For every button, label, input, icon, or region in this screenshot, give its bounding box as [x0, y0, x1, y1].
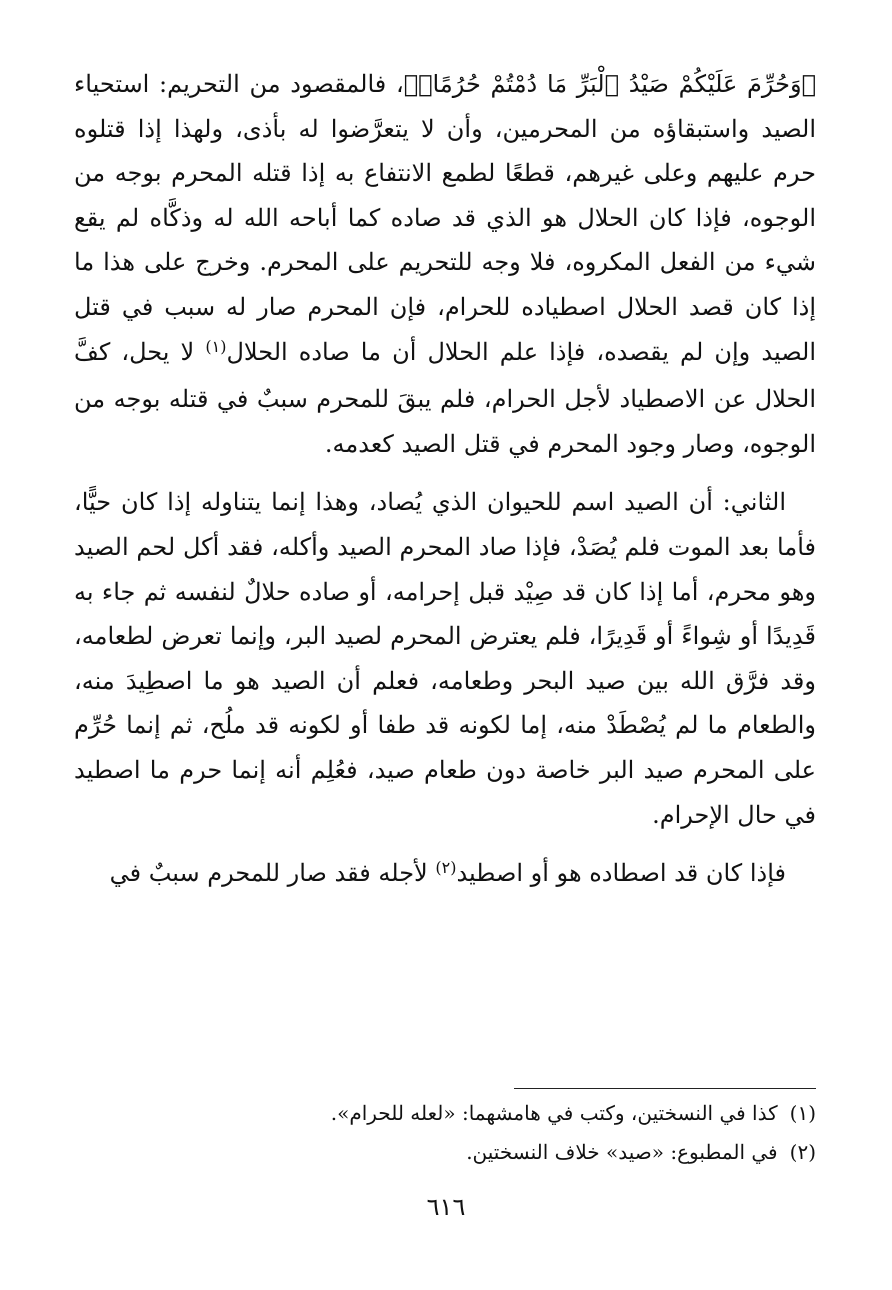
paragraph-2-text: الثاني: أن الصيد اسم للحيوان الذي يُصاد، وهذا إنما يتناوله إذا كان حيًّا، فأما بعد الموت فلم يُصَدْ، فإذا صاد المحرم الصيد وأكله، فقد أكل لحم الصيد وهو محرم، أما إذا كان قد صِيْد قبل إحرامه، أو صاده حلالٌ لنفسه ثم جاء به قَدِيدًا أو شِواءً أو قَدِيرًا، فلم يعترض المحرم لصيد البر، وإنما تعرض لطعامه، وقد فرَّق الله بين صيد البحر وطعامه، فعلم أن الصيد هو ما اصطِيدَ منه، والطعام ما لم يُصْطَدْ منه، إما لكونه قد طفا أو لكونه قد ملُح، ثم إنما حُرِّم على المحرم صيد البر خاصة دون طعام صيد، فعُلِم أنه إنما حرم ما اصطيد في حال الإحرام.: [74, 488, 817, 829]
footnote-reference-2: (٢): [435, 858, 457, 878]
footnote-reference-1: (١): [205, 336, 227, 356]
footnote-1: [74, 1094, 816, 1133]
footnote-2-number: (٢): [789, 1140, 816, 1164]
paragraph-1-text-part-1: ، فالمقصود من التحريم: استحياء الصيد واستبقاؤه من المحرمين، وأن لا يتعرَّضوا له بأذى، ولهذا إذا قتلوه حرم عليهم وعلى غيرهم، قطعًا لطمع الانتفاع به إذا قتله المحرم بوجه من الوجوه، فإذا كان الحلال هو الذي قد صاده كما أباحه الله له وذكَّاه لم يقع شيء من الفعل المكروه، فلا وجه للتحريم على المحرم. وخرج على هذا ما إذا كان قصد الحلال اصطياده للحرام، فإن المحرم صار له سبب في قتل الصيد وإن لم يقصده، فإذا علم الحلال أن ما صاده الحلال: [74, 70, 816, 366]
footnotes: [74, 1094, 816, 1172]
footnote-1-number: (١): [789, 1101, 816, 1125]
quran-verse: ﴿وَحُرِّمَ عَلَيْكُمْ صَيْدُ ٱلْبَرِّ مَا دُمْتُمْ حُرُمًاۗ﴾: [403, 70, 816, 98]
main-text: [74, 62, 816, 899]
paragraph-3: [74, 851, 816, 899]
footnote-separator: [514, 1088, 816, 1089]
paragraph-3-text-part-2: لأجله فقد صار للمحرم سببٌ في: [109, 859, 436, 888]
footnote-2-text: في المطبوع: «صيد» خلاف النسختين.: [466, 1140, 778, 1164]
footnote-2: [74, 1133, 816, 1172]
paragraph-3-text-part-1: فإذا كان قد اصطاده هو أو اصطيد: [456, 859, 786, 888]
paragraph-1: [74, 62, 816, 466]
paragraph-2: [74, 480, 816, 837]
paragraph-1-text-part-2: لا يحل، كفَّ الحلال عن الاصطياد لأجل الحرام، فلم يبقَ للمحرم سببٌ في قتله بوجه من الوجوه، وصار وجود المحرم في قتل الصيد كعدمه.: [74, 337, 816, 458]
page-number: ٦١٦: [426, 1193, 466, 1221]
footnote-1-text: كذا في النسختين، وكتب في هامشهما: «لعله للحرام».: [330, 1101, 778, 1125]
